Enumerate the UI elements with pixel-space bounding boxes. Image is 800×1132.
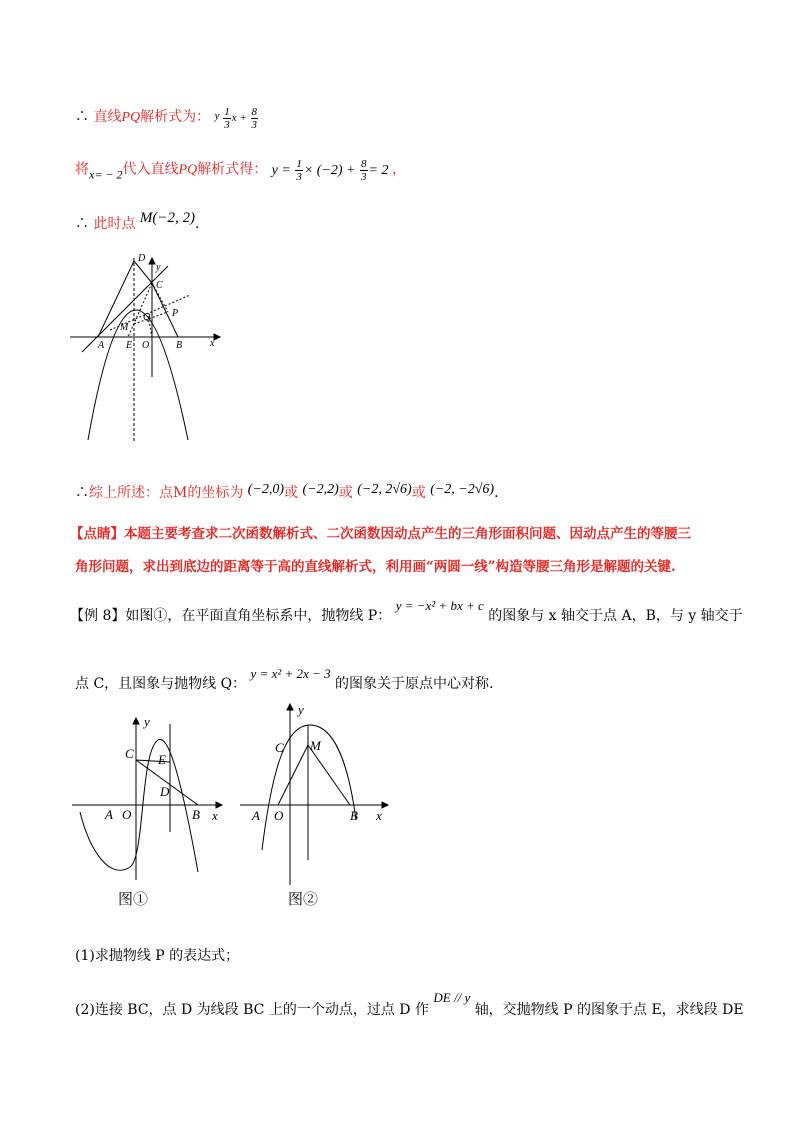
label-o: O [142,340,150,351]
question-2: (2)连接 BC，点 D 为线段 BC 上的一个动点，过点 D 作 DE // y 轴，交抛物线 P 的图象于点 E，求线段 DE [75,990,744,1018]
label-b: B [192,807,200,822]
solution-line-point-m: ∴ 此时点 M(−2, 2). [75,210,200,232]
segment-mb [308,745,350,805]
label-q: Q [143,312,151,323]
label-d: D [160,784,170,799]
figure-1 [70,712,235,912]
label-a: A [98,340,105,351]
x-axis-arrow-icon [214,334,220,340]
label-y: y [156,262,161,273]
line-ad [98,261,134,337]
label-a: A [105,807,113,822]
y-axis-arrow-icon [149,258,155,264]
label-o: O [274,808,284,823]
label-b: B [350,808,358,823]
label-a: A [252,808,260,823]
dotted-c-e [128,283,152,337]
label-x: x [212,808,218,823]
label-y: y [298,702,304,717]
label-x: x [210,338,215,349]
label-p: P [172,308,179,319]
label-m: M [310,738,321,753]
label-b: B [176,340,183,351]
solution-line-pq: ∴ 直线PQ解析式为： y $\frac{1}{3}$ x + $\frac{8}{3}$ [75,106,258,131]
label-c: C [156,280,163,291]
label-o: O [122,807,132,822]
comment-tag: 【点睛】 [70,526,124,542]
figure-2 [238,700,398,912]
figure-caption: 图② [288,890,319,908]
label-m: M [120,322,129,333]
example-tag: 【例 8】 [70,608,126,624]
label-c: C [275,740,284,755]
comment-line-2: 角形问题，求出到底边的距离等于高的直线解析式，利用画“两圆一线”构造等腰三角形是解题的关键. [75,559,676,575]
label-c: C [125,746,134,761]
summary-line: ∴综上所述：点M的坐标为 (−2,0)或 (−2,2)或 (−2, 2√6)或 (−2, −2√6). [75,482,499,501]
example-line-1: 【例 8】如图①，在平面直角坐标系中，抛物线 P： y = −x² + bx + c 的图象与 x 轴交于点 A，B，与 y 轴交于 [70,598,743,624]
y-axis-arrow-icon [133,718,139,724]
label-e: E [158,752,166,767]
solution-line-substitute: 将x= − 2代入直线PQ解析式得： y = $\frac{1}{3}$ × (−2) + $\frac{8}{3}$ = 2 ， [75,158,406,183]
label-y: y [144,714,150,729]
example-line-2: 点 C，且图象与抛物线 Q： y = x² + 2x − 3 的图象关于原点中心对称. [75,666,494,692]
parabola-curve [88,310,188,440]
label-d: D [138,253,146,264]
y-axis-arrow-icon [287,704,293,710]
figure-caption: 图① [118,890,149,908]
parabola-p-curve [80,739,198,872]
therefore-symbol: ∴ [75,109,89,126]
label-x: x [376,808,382,823]
question-1: (1)求抛物线 P 的表达式； [75,948,240,964]
equation-substitution: y = $\frac{1}{3}$ × (−2) + $\frac{8}{3}$ = 2 [271,158,389,183]
x-axis-arrow-icon [382,802,388,808]
figure-parabola-construction [70,250,230,445]
comment-line-1: 【点睛】本题主要考查求二次函数解析式、二次函数因动点产生的三角形面积问题、因动点产生的等腰三 [70,526,691,542]
label-e: E [126,340,133,351]
equation-pq: y $\frac{1}{3}$ x + $\frac{8}{3}$ [214,106,258,131]
